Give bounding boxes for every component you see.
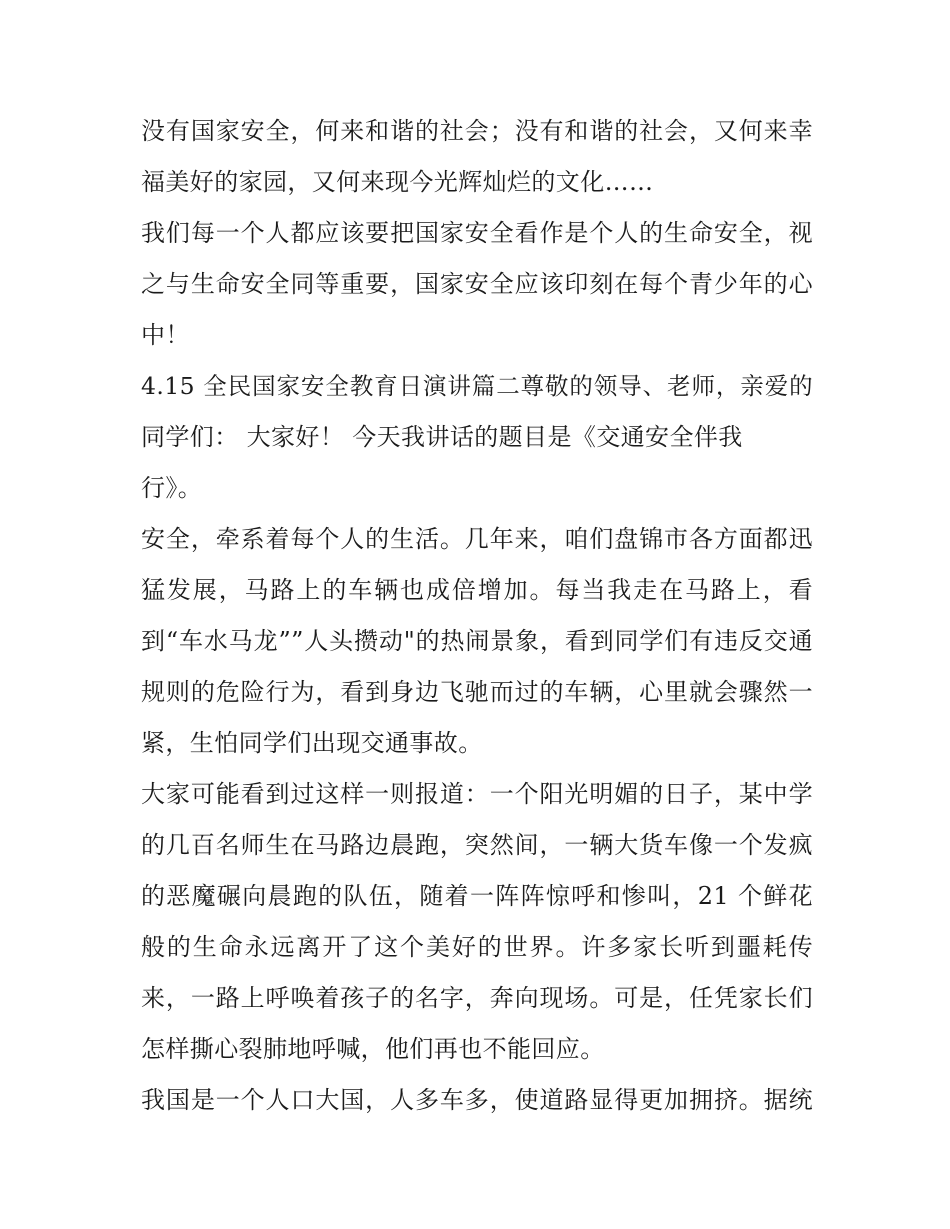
text-line: 到“车水马龙””人头攒动"的热闹景象，看到同学们有违反交通 [141,627,813,655]
text-line: 规则的危险行为，看到身边飞驰而过的车辆，心里就会骤然一 [141,678,813,706]
text-line: 行》。 [141,474,203,502]
text-line: 4.15 全民国家安全教育日演讲篇二尊敬的领导、老师，亲爱的 [141,372,813,400]
text-line: 紧，生怕同学们出现交通事故。 [141,729,483,757]
text-line: 的恶魔碾向晨跑的队伍，随着一阵阵惊呼和惨叫，21 个鲜花 [141,882,813,910]
text-line: 怎样撕心裂肺地呼喊，他们再也不能回应。 [141,1035,605,1063]
speech-text-body [141,106,813,1126]
text-line: 的几百名师生在马路边晨跑，突然间，一辆大货车像一个发疯 [141,831,813,859]
text-line: 安全，牵系着每个人的生活。几年来，咱们盘锦市各方面都迅 [141,525,813,553]
text-line: 来，一路上呼唤着孩子的名字，奔向现场。可是，任凭家长们 [141,984,813,1012]
text-line: 我国是一个人口大国，人多车多，使道路显得更加拥挤。据统 [141,1086,813,1114]
text-line: 般的生命永远离开了这个美好的世界。许多家长听到噩耗传 [141,933,813,961]
text-line: 我们每一个人都应该要把国家安全看作是个人的生命安全，视 [141,219,813,247]
text-line: 中！ [141,321,190,349]
text-line: 同学们： 大家好！ 今天我讲话的题目是《交通安全伴我 [141,423,743,451]
text-line: 之与生命安全同等重要，国家安全应该印刻在每个青少年的心 [141,270,813,298]
text-line: 猛发展，马路上的车辆也成倍增加。每当我走在马路上，看 [141,576,813,604]
text-line: 没有国家安全，何来和谐的社会；没有和谐的社会，又何来幸 [141,117,813,145]
text-line: 福美好的家园，又何来现今光辉灿烂的文化…… [141,168,654,196]
text-line: 大家可能看到过这样一则报道：一个阳光明媚的日子，某中学 [141,780,813,808]
